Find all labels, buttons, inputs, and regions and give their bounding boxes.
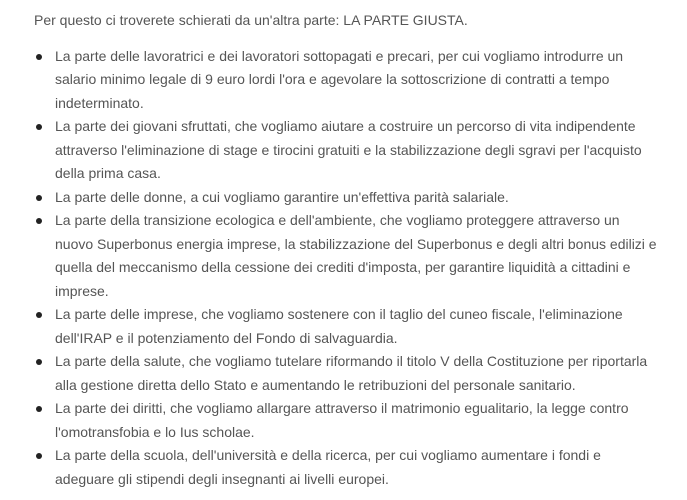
bullet-icon xyxy=(36,406,42,412)
intro-paragraph: Per questo ci troverete schierati da un'altra parte: LA PARTE GIUSTA. xyxy=(34,12,468,28)
list-item xyxy=(34,115,657,186)
bullet-icon xyxy=(36,195,42,201)
bullet-icon xyxy=(36,453,42,459)
bullet-icon xyxy=(36,124,42,130)
list-item xyxy=(34,186,657,210)
list-item-text: La parte della transizione ecologica e dell'ambiente, che vogliamo proteggere attraverso un nuovo Superbonus energia imprese, la stabilizzazione del Superbonus e degli altri bonus edilizi e quella del meccanismo della cessione dei crediti d'imposta, per garantire liquidità a cittadini e imprese. xyxy=(55,212,657,299)
list-item xyxy=(34,209,657,303)
list-item-text: La parte della scuola, dell'università e della ricerca, per cui vogliamo aumentare i fondi e adeguare gli stipendi degli insegnanti ai livelli europei. xyxy=(55,447,601,487)
bullet-list xyxy=(34,45,657,492)
bullet-icon xyxy=(36,54,42,60)
bullet-icon xyxy=(36,359,42,365)
list-item-text: La parte delle donne, a cui vogliamo garantire un'effettiva parità salariale. xyxy=(55,188,509,205)
list-item xyxy=(34,444,657,491)
list-item xyxy=(34,303,657,350)
list-item-text: La parte dei diritti, che vogliamo allargare attraverso il matrimonio egualitario, la legge contro l'omotransfobia e lo Ius scholae. xyxy=(55,400,629,440)
list-item-text: La parte delle imprese, che vogliamo sostenere con il taglio del cuneo fiscale, l'eliminazione dell'IRAP e il potenziamento del Fondo di salvaguardia. xyxy=(55,306,623,346)
list-item-text: La parte delle lavoratrici e dei lavoratori sottopagati e precari, per cui vogliamo introdurre un salario minimo legale di 9 euro lordi l'ora e agevolare la sottoscrizione di contratti a tempo indeterminato. xyxy=(55,47,624,111)
list-item xyxy=(34,397,657,444)
list-item xyxy=(34,350,657,397)
bullet-icon xyxy=(36,312,42,318)
list-item-text: La parte della salute, che vogliamo tutelare riformando il titolo V della Costituzione per riportarla alla gestione diretta dello Stato e aumentando le retribuzioni del personale sanitario. xyxy=(55,353,648,393)
list-item xyxy=(34,45,657,116)
list-item-text: La parte dei giovani sfruttati, che vogliamo aiutare a costruire un percorso di vita indipendente attraverso l'eliminazione di stage e tirocini gratuiti e la stabilizzazione degli sgravi per l'acquisto della prima casa. xyxy=(55,118,642,181)
bullet-icon xyxy=(36,218,42,224)
